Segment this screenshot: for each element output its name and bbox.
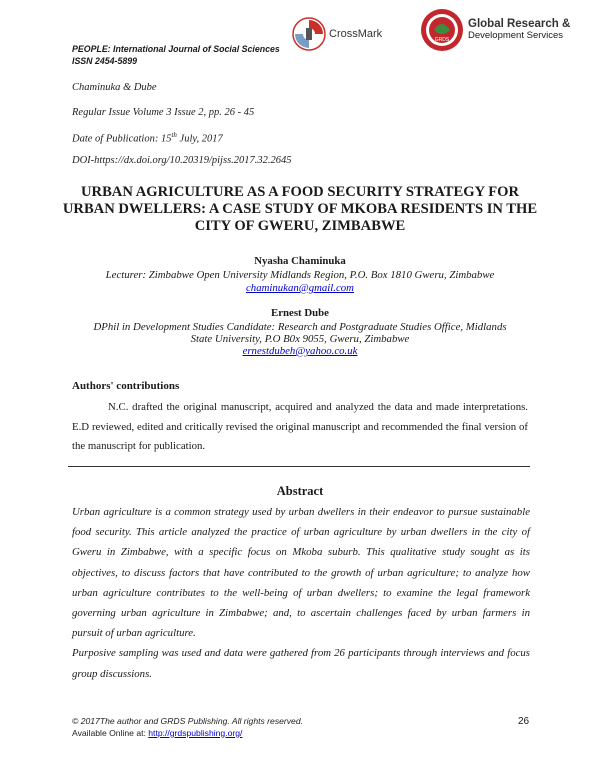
copyright: © 2017The author and GRDS Publishing. All rights reserved.: [72, 716, 304, 726]
author-name: Nyasha Chaminuka: [254, 255, 346, 267]
issue-info: Regular Issue Volume 3 Issue 2, pp. 26 - 45: [72, 107, 255, 118]
author-block: [0, 307, 600, 357]
journal-name: PEOPLE: International Journal of Social Sciences: [72, 44, 280, 54]
footer: [72, 716, 303, 739]
publisher-link[interactable]: http://grdspublishing.org/: [148, 727, 243, 738]
crossmark-logo[interactable]: [292, 16, 384, 52]
publication-date: Date of Publication: 15th July, 2017: [72, 131, 223, 145]
crossmark-label: CrossMark: [329, 28, 383, 40]
grds-logo[interactable]: [420, 8, 590, 52]
author-email[interactable]: chaminukan@gmail.com: [246, 282, 354, 294]
grds-title: Global Research &: [468, 18, 571, 30]
divider: [68, 466, 530, 467]
contributions-text: N.C. drafted the original manuscript, acquired and analyzed the data and made interpretations. E.D reviewed, edited and critically revised the original manuscript and recommended the final version of the manuscript for publication.: [72, 401, 528, 452]
doi: DOI-https://dx.doi.org/10.20319/pijss.2017.32.2645: [72, 155, 292, 166]
author-affiliation: DPhil in Development Studies Candidate: Research and Postgraduate Studies Office, Midlands: [93, 321, 507, 333]
contributions-heading: Authors' contributions: [72, 380, 180, 392]
running-authors: Chaminuka & Dube: [72, 82, 157, 93]
grds-seal-icon: [420, 8, 464, 52]
author-email[interactable]: ernestdubeh@yahoo.co.uk: [242, 345, 358, 357]
availability: Available Online at: http://grdspublishing.org/: [72, 727, 243, 738]
abstract-body: [72, 502, 530, 684]
paper-title: URBAN AGRICULTURE AS A FOOD SECURITY STRATEGY FOR URBAN DWELLERS: A CASE STUDY OF MKOBA RESIDENTS IN THE CITY OF GWERU, ZIMBABWE: [62, 184, 538, 234]
author-block: [0, 255, 600, 294]
abstract-heading: Abstract: [276, 484, 324, 498]
author-affiliation: Lecturer: Zimbabwe Open University Midlands Region, P.O. Box 1810 Gweru, Zimbabwe: [105, 269, 495, 281]
page-number: 26: [518, 716, 530, 727]
abstract-paragraph: Urban agriculture is a common strategy used by urban dwellers in their endeavor to pursue sustainable food security. This article analyzed the practice of urban agriculture by urban dwellers in the city of Gweru in Zimbabwe, with a specific focus on Mkoba suburb. This qualitative study sought as its objectives, to discuss factors that have contributed to the growth of urban agriculture; to analyze how urban agriculture contributes to the well-being of urban dwellers; to examine the legal framework governing urban agriculture in Zimbabwe; and, to ascertain challenges faced by urban farmers in pursuit of urban agriculture.: [72, 506, 530, 640]
journal-issn: ISSN 2454-5899: [72, 56, 138, 66]
grds-badge-text: GRDS: [434, 37, 450, 43]
crossmark-icon: [292, 17, 326, 51]
grds-subtitle: Development Services: [468, 30, 564, 41]
abstract-paragraph: Purposive sampling was used and data were gathered from 26 participants through interviews and focus group discussions.: [72, 647, 530, 680]
author-affiliation: State University, P.O B0x 9055, Gweru, Zimbabwe: [190, 333, 410, 345]
author-name: Ernest Dube: [271, 307, 329, 319]
